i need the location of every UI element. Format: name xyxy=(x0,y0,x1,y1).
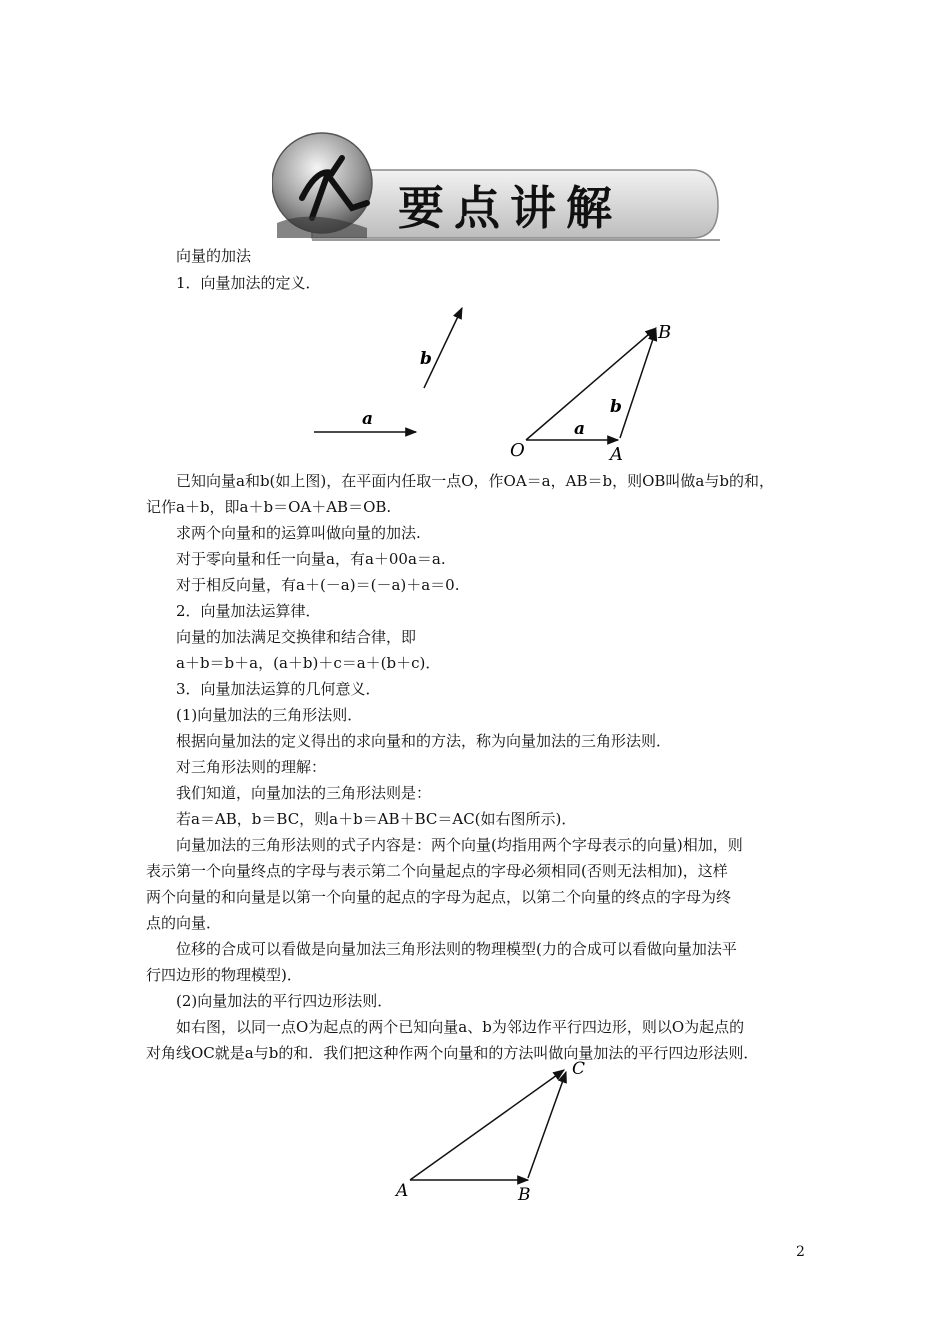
label-a-triangle: a xyxy=(574,419,586,439)
text-line: 两个向量的和向量是以第一个向量的起点的字母为起点，以第二个向量的终点的字母为终 xyxy=(146,888,732,906)
vector-AB xyxy=(620,330,656,438)
vector-b xyxy=(424,308,462,388)
text-line: 记作a＋b，即a＋b＝OA＋AB＝OB. xyxy=(146,498,392,516)
text-line: 若a＝AB，b＝BC，则a＋b＝AB＋BC＝AC(如右图所示)． xyxy=(176,810,577,828)
text-line: 对于相反向量，有a＋(－a)＝(－a)＋a＝0. xyxy=(176,576,460,594)
point-A: A xyxy=(396,1181,409,1201)
banner-title: 要点讲解 xyxy=(398,181,622,235)
text-line: 对三角形法则的理解： xyxy=(176,758,327,776)
point-C: C xyxy=(572,1059,586,1079)
text-line: 求两个向量和的运算叫做向量的加法. xyxy=(176,524,421,542)
label-b-triangle: b xyxy=(610,397,622,417)
text-line: (1)向量加法的三角形法则． xyxy=(176,706,363,724)
text-line: 1．向量加法的定义． xyxy=(176,274,321,292)
text-line: 我们知道，向量加法的三角形法则是： xyxy=(176,784,432,802)
vector-OB xyxy=(526,328,656,440)
point-B: B xyxy=(658,322,672,343)
text-line: 对于零向量和任一向量a，有a＋00a＝a. xyxy=(176,550,446,568)
text-line: 点的向量． xyxy=(146,914,222,932)
point-B: B xyxy=(518,1185,531,1205)
text-line: 3．向量加法运算的几何意义． xyxy=(176,680,381,698)
text-line: 向量加法的三角形法则的式子内容是：两个向量(均指用两个字母表示的向量)相加，则 xyxy=(176,836,743,854)
point-A: A xyxy=(610,444,623,465)
vector-addition-figure xyxy=(312,300,682,470)
page-number: 2 xyxy=(796,1244,805,1260)
vector-BC xyxy=(528,1072,566,1178)
text-line: 如右图，以同一点O为起点的两个已知向量a、b为邻边作平行四边形，则以O为起点的 xyxy=(176,1018,745,1036)
text-line: 根据向量加法的定义得出的求向量和的方法，称为向量加法的三角形法则． xyxy=(176,732,672,750)
text-line: 对角线OC就是a与b的和．我们把这种作两个向量和的方法叫做向量加法的平行四边形法则． xyxy=(146,1044,759,1062)
section-banner xyxy=(272,128,722,246)
text-line: 向量的加法满足交换律和结合律，即 xyxy=(176,628,417,646)
label-a: a xyxy=(362,409,374,429)
text-line: 表示第一个向量终点的字母与表示第二个向量起点的字母必须相同(否则无法相加)，这样 xyxy=(146,862,728,880)
text-line: a＋b＝b＋a，(a＋b)＋c＝a＋(b＋c)． xyxy=(176,654,441,672)
text-line: 位移的合成可以看做是向量加法三角形法则的物理模型(力的合成可以看做向量加法平 xyxy=(176,940,737,958)
text-line: 2．向量加法运算律． xyxy=(176,602,321,620)
text-line: 已知向量a和b(如上图)，在平面内任取一点O，作OA＝a，AB＝b，则OB叫做a与b的和， xyxy=(176,472,774,490)
point-O: O xyxy=(510,440,525,461)
label-b: b xyxy=(420,349,432,369)
text-line: (2)向量加法的平行四边形法则． xyxy=(176,992,393,1010)
section-title: 向量的加法 xyxy=(176,247,252,265)
triangle-rule-figure xyxy=(390,1048,600,1208)
text-line: 行四边形的物理模型)． xyxy=(146,966,302,984)
vector-AC xyxy=(410,1070,564,1180)
